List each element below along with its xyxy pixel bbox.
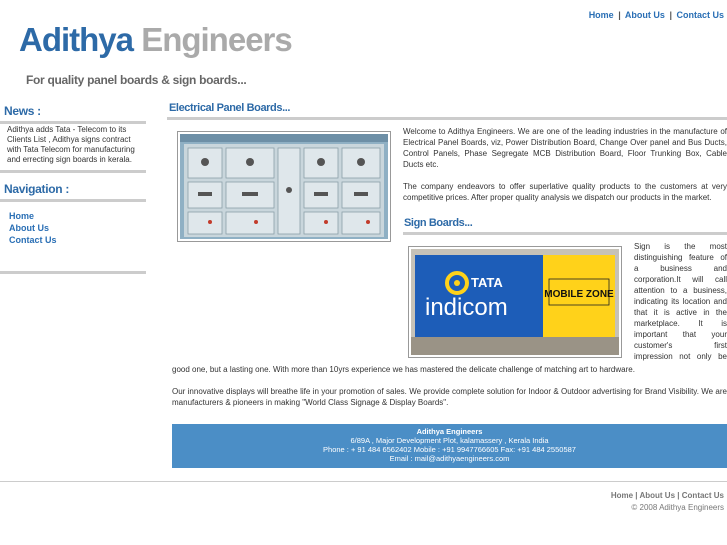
top-nav-separator: | [618,10,621,20]
navigation-title-divider [0,199,146,202]
copyright-text: © 2008 Adithya Engineers [631,503,724,512]
footer-contact-link[interactable]: Contact Us [681,491,724,500]
news-title-divider [0,121,146,124]
sidebar-item-contact [9,234,57,246]
panel-board-photo [177,131,391,242]
navigation-section-header [0,182,146,202]
sign-line: Sign is the most [634,242,727,251]
logo-word-engineers: Engineers [141,21,292,58]
contact-company-name: Adithya Engineers [416,427,483,436]
panel-board-image [180,134,388,239]
top-nav-contact-link[interactable]: Contact Us [676,10,724,20]
footer-separator: | [677,491,680,500]
site-logo[interactable] [19,21,292,59]
sign-line: indicating its location and [634,297,727,306]
sidebar-nav-list [9,210,57,246]
footer-nav [611,491,724,500]
sign-product-text: indicom [425,294,508,321]
intro-text [403,126,727,214]
sign-description-continued [172,364,727,419]
logo-word-adithya: Adithya [19,21,134,58]
footer-home-link[interactable]: Home [610,491,634,500]
sign-line: marketplace. It is [634,319,727,328]
sign-line: a business and [634,264,727,273]
sign-board-image [411,249,619,355]
top-nav-home-link[interactable]: Home [588,10,614,20]
footer-about-link[interactable]: About Us [639,491,676,500]
navigation-bottom-divider [0,271,146,274]
top-nav-about-link[interactable]: About Us [624,10,665,20]
contact-phone: Phone : + 91 484 6562402 Mobile : +91 9947766605 Fax: +91 484 2550587 [323,445,576,454]
sign-brand-text: TATA [471,275,503,290]
sign-line: customer's first [634,341,727,350]
sign-paragraph-1: good one, but a lasting one. With more than 10yrs experience we has mastered the delicate challenge of matching art to hardware. [172,365,635,374]
sign-line: attention to a business, [634,286,727,295]
sign-line: corporation.It will call [634,275,727,284]
news-text: Adithya adds Tata - Telecom to its Clients List , Adithya signs contract with Tata Telecom for manufacturing and errecting sign boards in kerala. [7,125,135,164]
panel-boards-title-divider [167,117,727,120]
footer-divider [0,481,727,482]
sign-line: that it is active in the [634,308,727,317]
intro-paragraph-2: The company endeavors to offer superlative quality products to the customers at very competitive prices. After proper quality analysis we dispatch our products in the market. [403,182,727,202]
sign-banner-text: MOBILE ZONE [544,289,614,300]
sign-boards-title: Sign Boards... [404,217,473,229]
sign-paragraph-2: Our innovative displays will breathe life in your promotion of sales. We provide complete solution for Indoor & Outdoor advertising for Brand Visibility. We are manufacturers & pioneers in making "World Class Signage & Display Boards". [172,387,727,407]
news-section-header [0,104,146,124]
top-nav-separator: | [669,10,672,20]
contact-email: Email : mail@adithyaengineers.com [389,454,510,463]
panel-boards-title: Electrical Panel Boards... [169,102,291,114]
sign-boards-title-divider [403,232,727,235]
sidebar-item-about [9,222,57,234]
news-bottom-divider [0,170,146,173]
contact-info-box [172,424,727,468]
sign-line: distinguishing feature of [634,253,727,262]
sign-description [634,241,727,362]
contact-address: 6/89A , Major Development Plot, kalamassery , Kerala India [350,436,549,445]
footer-separator: | [635,491,638,500]
sidebar-link-about[interactable]: About Us [9,223,49,233]
intro-paragraph-1: Welcome to Adithya Engineers. We are one of the leading industries in the manufacture of Electrical Panel Boards, viz, Power Distribution Board, Change Over panel and Bus Ducts, Control Panels, Phase Segregate MCB Distribution Board, Floor Trunking Box, Cable Ducts etc. [403,127,727,169]
sign-board-photo [408,246,622,358]
top-nav [589,10,724,20]
news-title: News : [4,104,41,118]
navigation-title: Navigation : [4,182,70,196]
sidebar-link-home[interactable]: Home [9,211,35,221]
sidebar-link-contact[interactable]: Contact Us [9,235,57,245]
sign-line: important that your [634,330,727,339]
sidebar-item-home [9,210,57,222]
site-tagline: For quality panel boards & sign boards... [26,73,247,87]
sign-line: impression not only be [634,352,727,361]
